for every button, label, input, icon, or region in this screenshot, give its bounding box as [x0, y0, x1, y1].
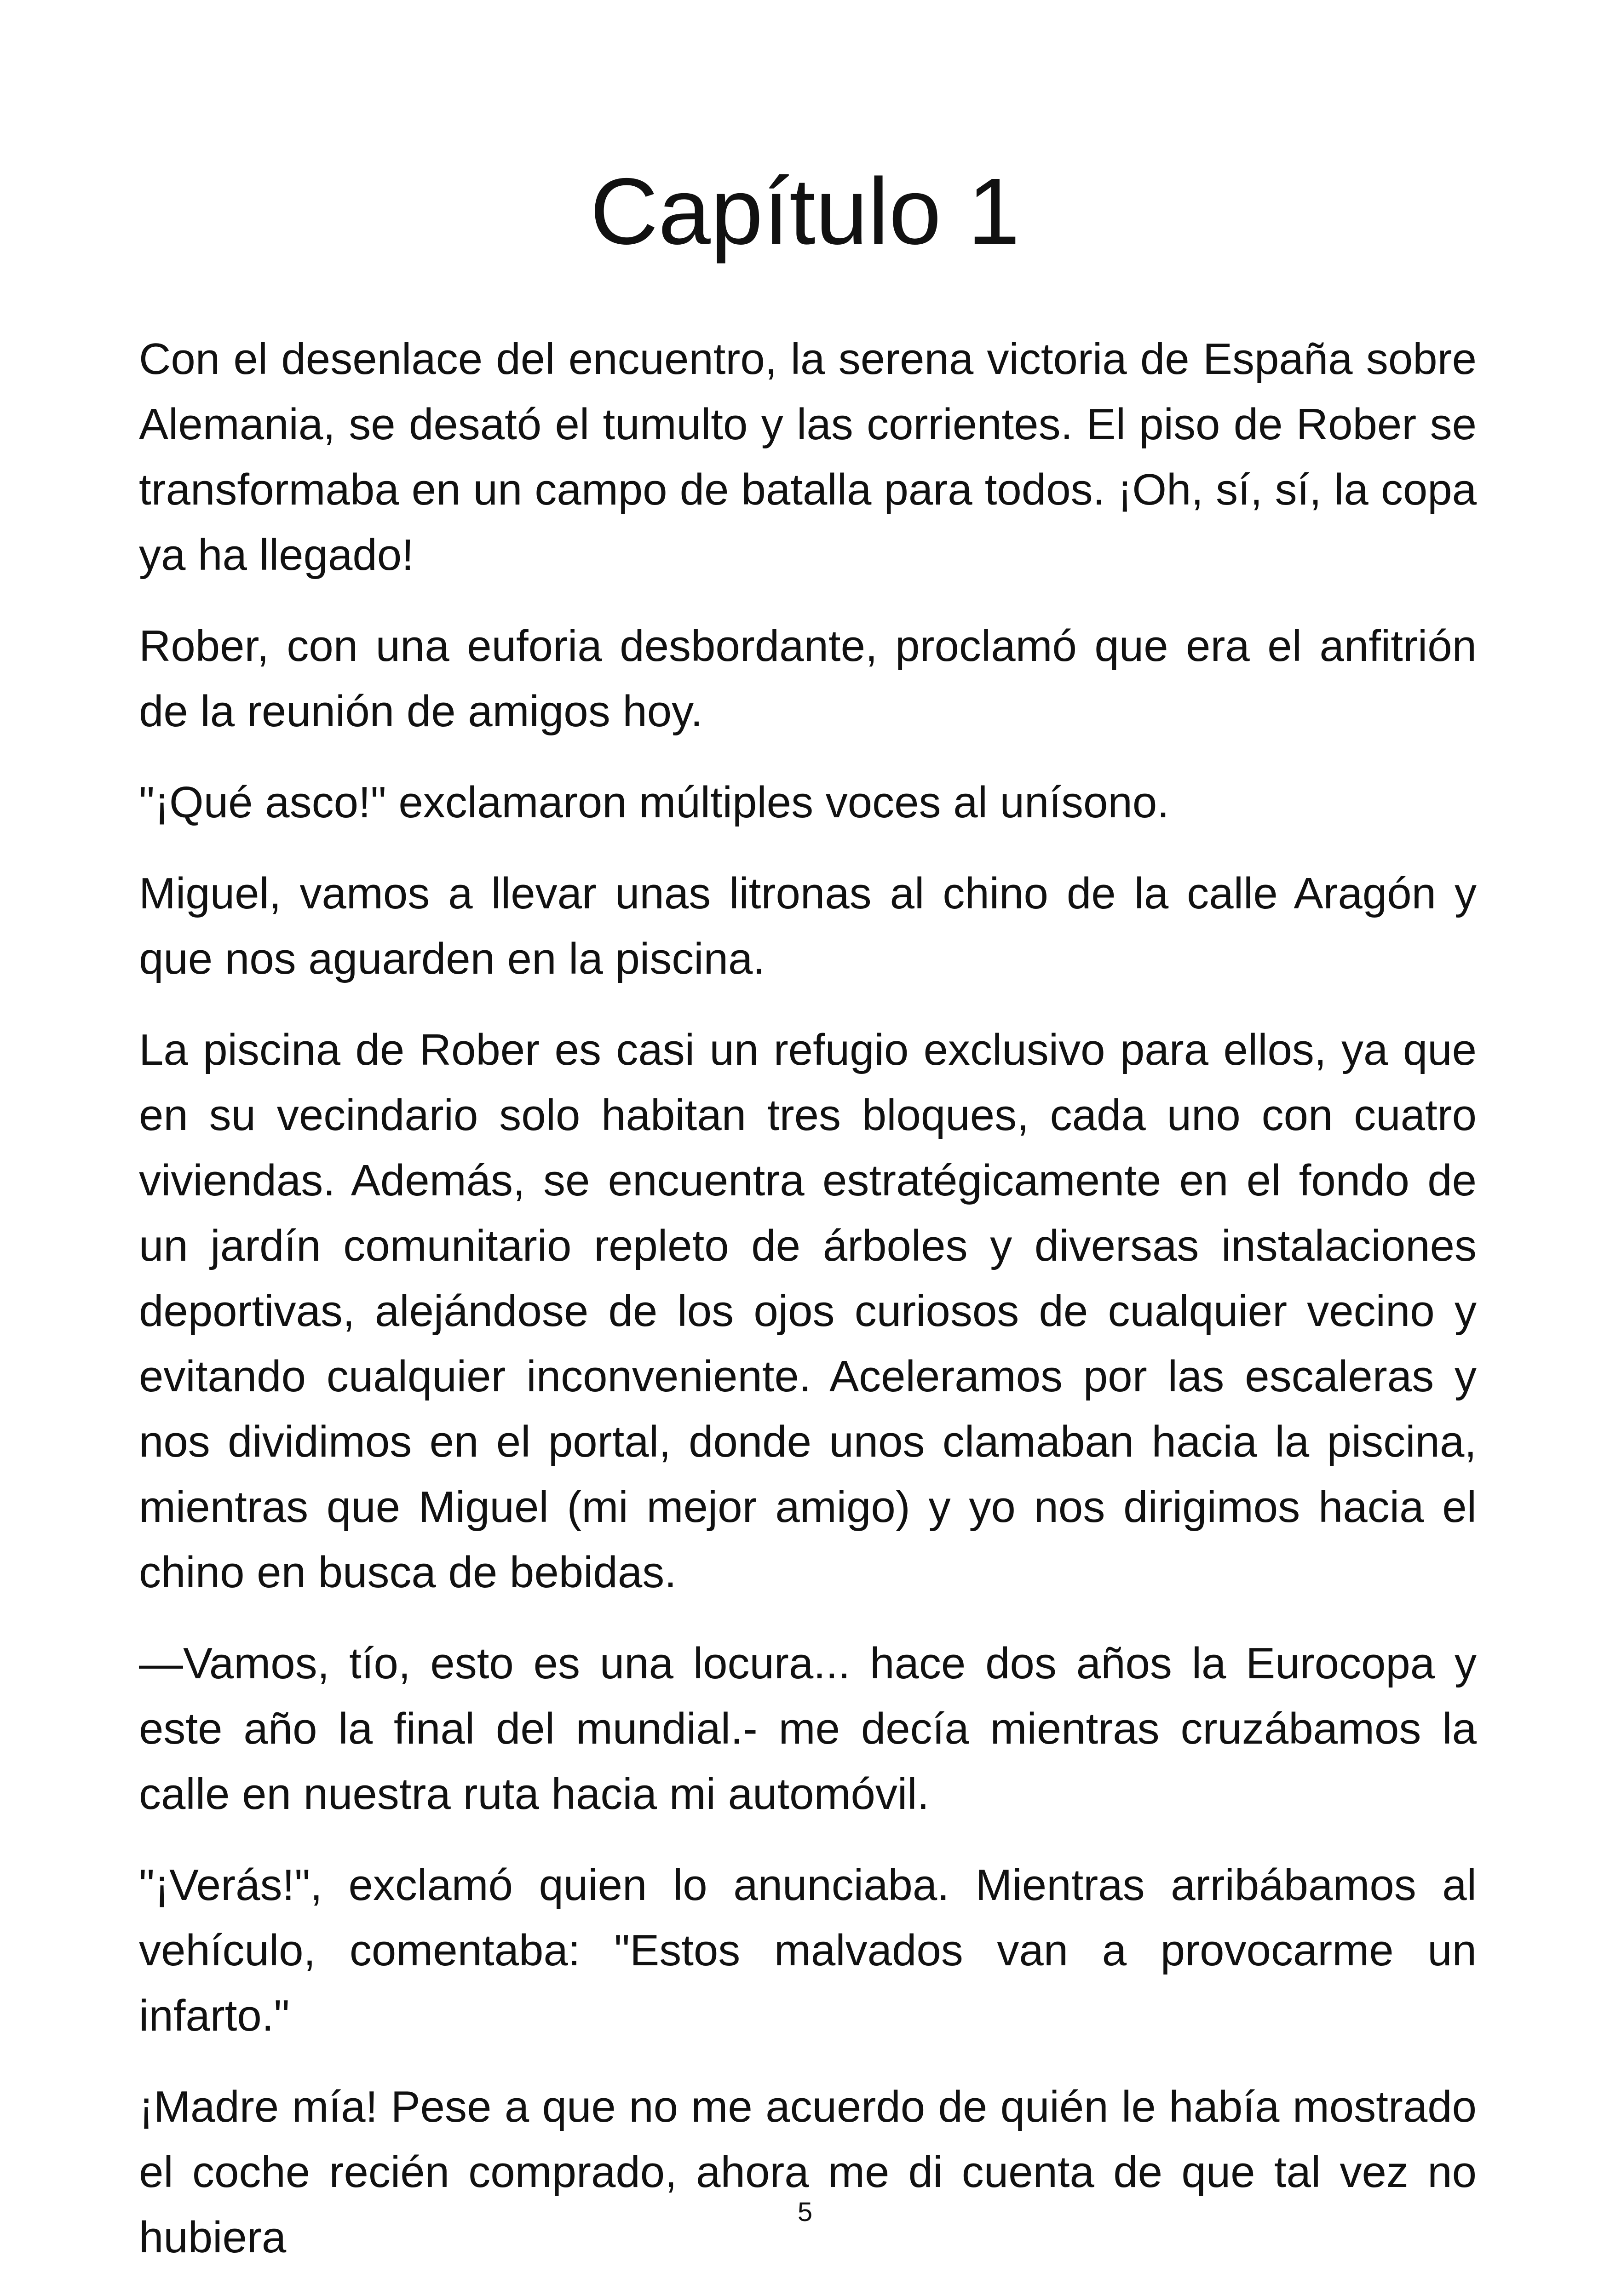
paragraph: La piscina de Rober es casi un refugio exclusivo para ellos, ya que en su vecindario solo habitan tres bloques, cada uno con cuatro viviendas. Además, se encuentra estratégicamente en el fondo de un jardín comunitario repleto de árboles y diversas instalaciones deportivas, alejándose de los ojos curiosos de cualquier vecino y evitando cualquier inconveniente. Aceleramos por las escaleras y nos dividimos en el portal, donde unos clamaban hacia la piscina, mientras que Miguel (mi mejor amigo) y yo nos dirigimos hacia el chino en busca de bebidas. — [139, 1025, 1477, 1597]
paragraph: Miguel, vamos a llevar unas litronas al chino de la calle Aragón y que nos aguarden en la piscina. — [139, 869, 1477, 983]
chapter-body — [139, 327, 1477, 2296]
paragraph: "¡Qué asco!" exclamaron múltiples voces al unísono. — [139, 778, 1169, 827]
page-number: 5 — [797, 2197, 813, 2227]
paragraph: ¡Madre mía! Pese a que no me acuerdo de quién le había mostrado el coche recién comprado, ahora me di cuenta de que tal vez no hubiera — [139, 2082, 1477, 2262]
paragraph: Con el desenlace del encuentro, la serena victoria de España sobre Alemania, se desató el tumulto y las corrientes. El piso de Rober se transformaba en un campo de batalla para todos. ¡Oh, sí, sí, la copa ya ha llegado! — [139, 334, 1477, 580]
paragraph: —Vamos, tío, esto es una locura... hace dos años la Eurocopa y este año la final del mundial.- me decía mientras cruzábamos la calle en nuestra ruta hacia mi automóvil. — [139, 1639, 1477, 1819]
chapter-title: Capítulo 1 — [590, 159, 1020, 264]
paragraph: "¡Verás!", exclamó quien lo anunciaba. Mientras arribábamos al vehículo, comentaba: "Estos malvados van a provocarme un infarto." — [139, 1860, 1477, 2040]
paragraph: Rober, con una euforia desbordante, proclamó que era el anfitrión de la reunión de amigos hoy. — [139, 621, 1477, 736]
